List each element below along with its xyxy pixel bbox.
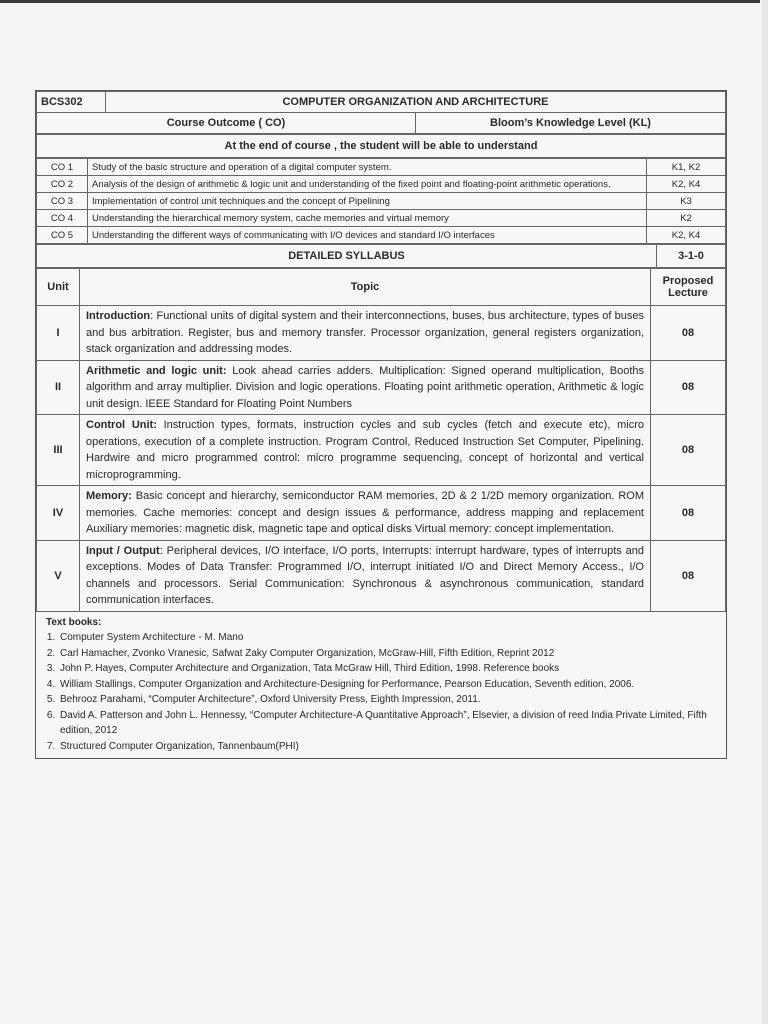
unit-topic-title: Control Unit: bbox=[86, 419, 157, 431]
syllabus-title: DETAILED SYLLABUS bbox=[37, 245, 657, 268]
lecture-header: Proposed Lecture bbox=[651, 269, 726, 306]
unit-topic bbox=[80, 306, 651, 361]
unit-topic-title: Input / Output bbox=[86, 544, 160, 557]
course-code: BCS302 bbox=[37, 92, 106, 113]
scan-top-edge bbox=[0, 0, 760, 3]
kl-header: Bloom’s Knowledge Level (KL) bbox=[416, 113, 726, 134]
course-title: COMPUTER ORGANIZATION AND ARCHITECTURE bbox=[106, 92, 726, 113]
unit-number: V bbox=[37, 540, 80, 611]
co-row bbox=[37, 227, 726, 244]
unit-topic-title: Introduction bbox=[86, 310, 151, 322]
unit-lectures: 08 bbox=[651, 306, 726, 361]
unit-topic-title: Arithmetic and logic unit: bbox=[86, 364, 227, 377]
co-text: Implementation of control unit techniques and the concept of Pipelining bbox=[88, 193, 647, 210]
textbook-item: 3. John P. Hayes, Computer Architecture and Organization, Tata McGraw Hill, Third Edition, 1998. Reference books bbox=[58, 661, 720, 677]
co-label: CO 4 bbox=[37, 210, 88, 227]
unit-lectures: 08 bbox=[651, 360, 726, 415]
co-kl: K3 bbox=[647, 193, 726, 210]
co-row bbox=[37, 210, 726, 227]
units-table bbox=[36, 268, 726, 612]
unit-row bbox=[37, 486, 726, 541]
textbooks-list bbox=[46, 630, 720, 754]
unit-lectures: 08 bbox=[651, 540, 726, 611]
co-kl: K2, K4 bbox=[647, 227, 726, 244]
co-kl: K1, K2 bbox=[647, 159, 726, 176]
unit-row bbox=[37, 415, 726, 486]
outcome-header: Course Outcome ( CO) bbox=[37, 113, 416, 134]
co-text: Understanding the hierarchical memory system, cache memories and virtual memory bbox=[88, 210, 647, 227]
co-kl: K2 bbox=[647, 210, 726, 227]
topic-header: Topic bbox=[80, 269, 651, 306]
course-header-table bbox=[36, 91, 726, 134]
syllabus-sheet bbox=[35, 90, 727, 759]
unit-lectures: 08 bbox=[651, 486, 726, 541]
unit-topic-text: Basic concept and hierarchy, semiconductor RAM memories, 2D & 2 1/2D memory organization. ROM memories. Cache memories: concept and design issues & performance, address mapping and replacement Auxiliary memories: magnetic disk, magnetic tape and optical disks Virtual memory: concept implementation. bbox=[86, 490, 644, 535]
unit-topic-title: Memory: bbox=[86, 490, 132, 502]
textbook-item: 1. Computer System Architecture - M. Mano bbox=[58, 630, 720, 646]
intro-row bbox=[36, 134, 726, 158]
co-row bbox=[37, 159, 726, 176]
unit-number: IV bbox=[37, 486, 80, 541]
textbook-item: 2. Carl Hamacher, Zvonko Vranesic, Safwat Zaky Computer Organization, McGraw-Hill, Fifth Edition, Reprint 2012 bbox=[58, 646, 720, 662]
unit-topic-text: Instruction types, formats, instruction cycles and sub cycles (fetch and execute etc), micro operations, execution of a complete instruction. Program Control, Reduced Instruction Set Computer, Pipelining. Hardwire and micro programmed control: micro programme sequencing, concept of horizontal and vertical microprogramming. bbox=[86, 419, 645, 481]
syllabus-header bbox=[36, 244, 726, 268]
textbooks-header: Text books: bbox=[46, 616, 102, 628]
unit-number: I bbox=[37, 306, 80, 361]
co-label: CO 5 bbox=[37, 227, 88, 244]
course-outcomes-table bbox=[36, 158, 726, 244]
scan-right-edge bbox=[762, 0, 768, 1024]
intro-line: At the end of course , the student will be able to understand bbox=[37, 135, 726, 158]
unit-topic-text: : Functional units of digital system and their interconnections, buses, bus architecture, types of buses and bus arbitration. Register, bus and memory transfer. Processor organization, general registers organization, stack organization and addressing modes. bbox=[86, 310, 644, 355]
co-label: CO 2 bbox=[37, 176, 88, 193]
unit-topic bbox=[80, 415, 651, 486]
co-row bbox=[37, 176, 726, 193]
textbook-item: 5. Behrooz Parahami, “Computer Architecture”, Oxford University Press, Eighth Impression, 2011. bbox=[58, 692, 720, 708]
unit-row bbox=[37, 540, 726, 611]
co-text: Study of the basic structure and operation of a digital computer system. bbox=[88, 159, 647, 176]
co-text: Understanding the different ways of communicating with I/O devices and standard I/O interfaces bbox=[88, 227, 647, 244]
textbook-item: 4. William Stallings, Computer Organization and Architecture-Designing for Performance, Pearson Education, Seventh edition, 2006. bbox=[58, 677, 720, 693]
unit-lectures: 08 bbox=[651, 415, 726, 486]
co-label: CO 1 bbox=[37, 159, 88, 176]
co-label: CO 3 bbox=[37, 193, 88, 210]
unit-topic-text: Look ahead carries adders. Multiplication: Signed operand multiplication, Booths algorithm and array multiplier. Division and logic operations. Floating point arithmetic operation, Arithmetic & logic unit design. IEEE Standard for Floating Point Numbers bbox=[86, 364, 644, 410]
textbook-item: 7. Structured Computer Organization, Tannenbaum(PHI) bbox=[58, 739, 720, 755]
textbook-item: 6. David A. Patterson and John L. Hennessy, “Computer Architecture-A Quantitative Approach”, Elsevier, a division of reed India Private Limited, Fifth edition, 2012 bbox=[58, 708, 720, 739]
unit-number: III bbox=[37, 415, 80, 486]
co-text: Analysis of the design of arithmetic & logic unit and understanding of the fixed point and floating-point arithmetic operations. bbox=[88, 176, 647, 193]
ltp-value: 3-1-0 bbox=[657, 245, 726, 268]
unit-row bbox=[37, 360, 726, 415]
unit-number: II bbox=[37, 360, 80, 415]
textbooks-section bbox=[36, 612, 726, 759]
co-kl: K2, K4 bbox=[647, 176, 726, 193]
unit-header: Unit bbox=[37, 269, 80, 306]
unit-topic bbox=[80, 360, 651, 415]
co-row bbox=[37, 193, 726, 210]
unit-topic bbox=[80, 540, 651, 611]
unit-row bbox=[37, 306, 726, 361]
unit-topic bbox=[80, 486, 651, 541]
unit-topic-text: : Peripheral devices, I/O interface, I/O ports, Interrupts: interrupt hardware, types of interrupts and exceptions. Modes of Data Transfer: Programmed I/O, interrupt initiated I/O and Direct Memory Access., I/O channels and processors. Serial Communication: Synchronous & asynchronous communication, standard communication interfaces. bbox=[86, 544, 644, 606]
